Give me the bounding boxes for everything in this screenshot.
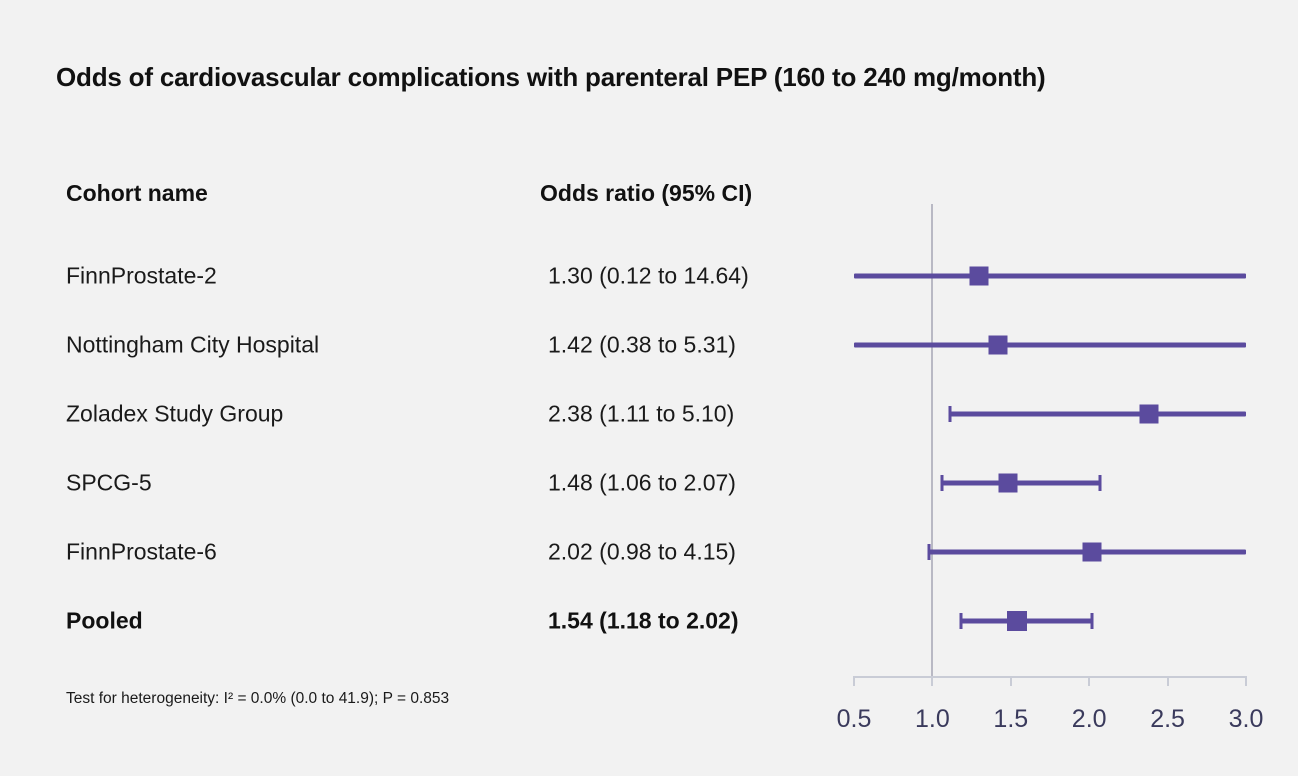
x-axis-tick <box>1010 676 1012 686</box>
heterogeneity-footnote: Test for heterogeneity: I² = 0.0% (0.0 to 41.9); P = 0.853 <box>66 690 450 707</box>
row-label: FinnProstate-2 <box>66 262 217 289</box>
x-axis-tick <box>1167 676 1169 686</box>
x-axis-tick <box>1245 676 1247 686</box>
confidence-interval-line <box>942 481 1100 486</box>
confidence-interval-cap-high <box>1091 613 1094 629</box>
confidence-interval-cap-low <box>940 475 943 491</box>
estimate-marker <box>1139 405 1158 424</box>
row-label: Zoladex Study Group <box>66 400 284 427</box>
x-axis-tick-label: 2.0 <box>1071 705 1107 733</box>
row-estimate-text: 2.38 (1.11 to 5.10) <box>548 400 735 427</box>
x-axis-tick-label: 0.5 <box>836 705 872 733</box>
row-estimate-text: 2.02 (0.98 to 4.15) <box>548 538 736 565</box>
x-axis-tick <box>1088 676 1090 686</box>
confidence-interval-line <box>854 274 1246 279</box>
estimate-marker <box>1083 543 1102 562</box>
page-title: Odds of cardiovascular complications with parenteral PEP (160 to 240 mg/month) <box>56 62 1046 92</box>
column-header-odds-ratio: Odds ratio (95% CI) <box>540 180 753 206</box>
x-axis-tick-label: 1.5 <box>993 705 1029 733</box>
confidence-interval-cap-low <box>928 544 931 560</box>
row-label: FinnProstate-6 <box>66 538 217 565</box>
row-estimate-text: 1.30 (0.12 to 14.64) <box>548 262 749 289</box>
confidence-interval-cap-low <box>959 613 962 629</box>
x-axis-tick-label: 1.0 <box>915 705 950 733</box>
row-estimate-text: 1.48 (1.06 to 2.07) <box>548 469 736 496</box>
estimate-marker <box>970 267 989 286</box>
pooled-estimate-marker <box>1007 611 1027 631</box>
x-axis-tick <box>931 676 933 686</box>
x-axis-tick-label: 2.5 <box>1150 705 1185 733</box>
estimate-marker <box>998 474 1017 493</box>
confidence-interval-cap-high <box>1099 475 1102 491</box>
confidence-interval-line <box>854 343 1246 348</box>
row-label: Nottingham City Hospital <box>66 331 320 358</box>
x-axis-tick <box>853 676 855 686</box>
confidence-interval-cap-low <box>948 406 951 422</box>
forest-plot-area <box>806 196 1266 686</box>
row-estimate-text: 1.42 (0.38 to 5.31) <box>548 331 736 358</box>
column-header-cohort-name: Cohort name <box>66 180 208 206</box>
estimate-marker <box>989 336 1008 355</box>
x-axis-line <box>854 676 1246 678</box>
confidence-interval-line <box>950 412 1246 417</box>
row-label: SPCG-5 <box>66 469 152 496</box>
row-estimate-text: 1.54 (1.18 to 2.02) <box>548 607 739 634</box>
row-label: Pooled <box>66 607 143 634</box>
x-axis-tick-label: 3.0 <box>1228 705 1264 733</box>
